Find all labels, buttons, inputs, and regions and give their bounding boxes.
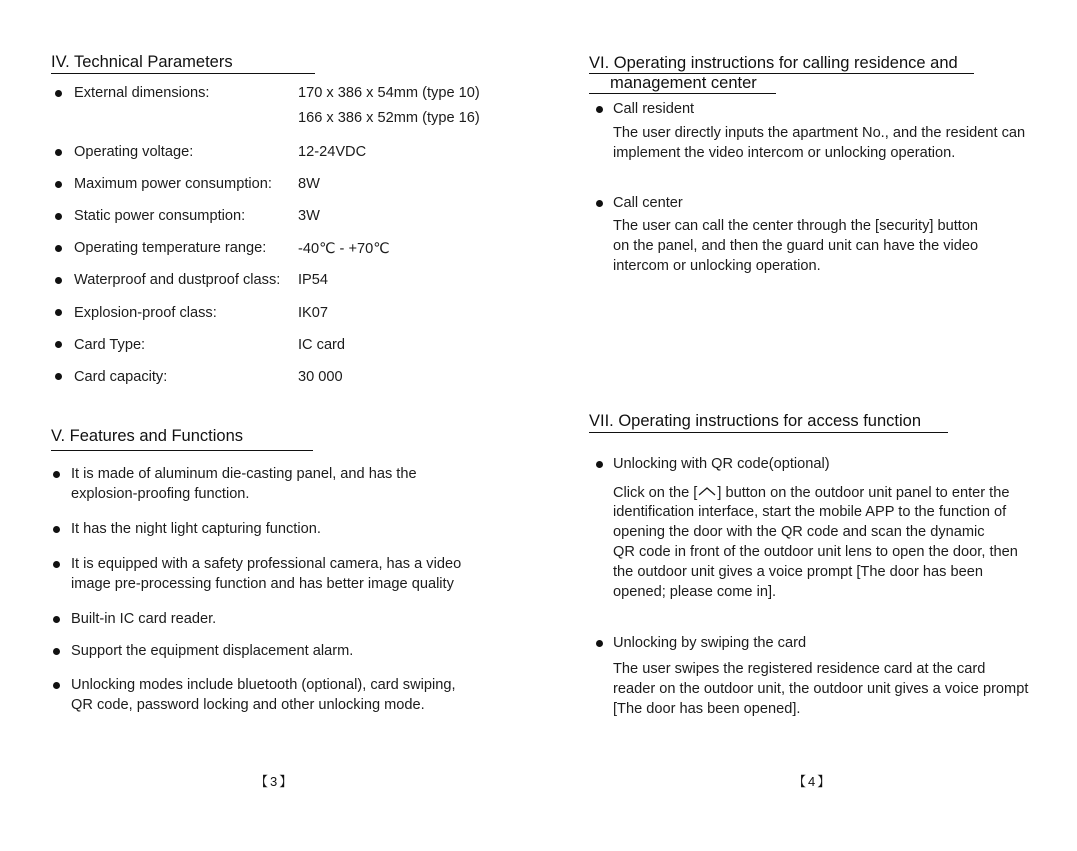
param-value: IC card bbox=[298, 337, 346, 353]
section-title-underline bbox=[51, 73, 315, 74]
param-label: Waterproof and dustproof class: bbox=[74, 272, 281, 288]
param-value: -40℃ - +70℃ bbox=[298, 241, 390, 257]
qr-line-suffix: ] button on the outdoor unit panel to enter the bbox=[717, 484, 1010, 501]
param-label: External dimensions: bbox=[74, 85, 210, 101]
section-title-underline bbox=[589, 432, 948, 433]
section-title-calling-instructions: VI. Operating instructions for calling residence and bbox=[589, 54, 958, 72]
bullet-icon bbox=[55, 149, 62, 156]
bullet-icon bbox=[53, 526, 60, 533]
page-number: 【4】 bbox=[793, 774, 833, 789]
feature-text-line: explosion-proofing function. bbox=[71, 486, 250, 502]
section-title-calling-instructions-cont: management center bbox=[610, 74, 757, 92]
bullet-icon bbox=[53, 616, 60, 623]
section-title-underline bbox=[51, 450, 313, 451]
item-heading: Unlocking by swiping the card bbox=[613, 635, 807, 651]
feature-text-line: It has the night light capturing function. bbox=[71, 521, 321, 537]
item-text-line: the outdoor unit gives a voice prompt [The door has been bbox=[613, 564, 983, 580]
param-label: Operating voltage: bbox=[74, 144, 194, 160]
param-value: 12-24VDC bbox=[298, 144, 367, 160]
bullet-icon bbox=[596, 461, 603, 468]
param-label: Card Type: bbox=[74, 337, 146, 353]
section-title-features: V. Features and Functions bbox=[51, 427, 244, 445]
param-value: IP54 bbox=[298, 272, 329, 288]
feature-text-line: Unlocking modes include bluetooth (optional), card swiping, bbox=[71, 677, 456, 693]
item-text-line: The user swipes the registered residence card at the card bbox=[613, 661, 986, 677]
item-text-line: on the panel, and then the guard unit can have the video bbox=[613, 238, 979, 254]
param-value: 170 x 386 x 54mm (type 10) bbox=[298, 85, 480, 101]
param-value: 30 000 bbox=[298, 369, 343, 385]
feature-text-line: Support the equipment displacement alarm. bbox=[71, 643, 354, 659]
section-title-access-function: VII. Operating instructions for access function bbox=[589, 412, 921, 430]
bullet-icon bbox=[55, 341, 62, 348]
bullet-icon bbox=[53, 561, 60, 568]
bullet-icon bbox=[55, 277, 62, 284]
feature-text-line: QR code, password locking and other unlocking mode. bbox=[71, 697, 425, 713]
bullet-icon bbox=[55, 309, 62, 316]
param-value: 8W bbox=[298, 176, 320, 192]
param-label: Card capacity: bbox=[74, 369, 168, 385]
bullet-icon bbox=[55, 213, 62, 220]
param-label: Operating temperature range: bbox=[74, 240, 267, 256]
bullet-icon bbox=[596, 200, 603, 207]
feature-text-line: It is equipped with a safety professional camera, has a video bbox=[71, 556, 462, 572]
bullet-icon bbox=[55, 181, 62, 188]
param-label: Static power consumption: bbox=[74, 208, 246, 224]
item-heading: Call center bbox=[613, 195, 683, 211]
item-text-line: implement the video intercom or unlocking operation. bbox=[613, 145, 956, 161]
item-text-line: The user directly inputs the apartment No., and the resident can bbox=[613, 125, 1026, 141]
item-heading: Call resident bbox=[613, 101, 695, 117]
item-text-line: opened; please come in]. bbox=[613, 584, 777, 600]
param-value: 3W bbox=[298, 208, 320, 224]
bullet-icon bbox=[53, 682, 60, 689]
page-number: 【3】 bbox=[255, 774, 295, 789]
item-text-line: QR code in front of the outdoor unit lens to open the door, then bbox=[613, 544, 1018, 560]
bullet-icon bbox=[596, 106, 603, 113]
param-value: IK07 bbox=[298, 305, 329, 321]
bullet-icon bbox=[55, 245, 62, 252]
item-heading: Unlocking with QR code(optional) bbox=[613, 456, 830, 472]
qr-key-icon bbox=[697, 484, 717, 502]
section-title-underline bbox=[589, 93, 776, 94]
item-text-line: intercom or unlocking operation. bbox=[613, 258, 821, 274]
bullet-icon bbox=[53, 648, 60, 655]
section-title-technical-parameters: IV. Technical Parameters bbox=[51, 53, 233, 71]
item-text-line: The user can call the center through the [security] button bbox=[613, 218, 979, 234]
param-label: Maximum power consumption: bbox=[74, 176, 272, 192]
item-text-line: reader on the outdoor unit, the outdoor unit gives a voice prompt bbox=[613, 681, 1029, 697]
item-text-line bbox=[613, 484, 1009, 502]
bullet-icon bbox=[55, 373, 62, 380]
feature-text-line: It is made of aluminum die-casting panel, and has the bbox=[71, 466, 417, 482]
feature-text-line: Built-in IC card reader. bbox=[71, 611, 217, 627]
param-value-secondary: 166 x 386 x 52mm (type 16) bbox=[298, 110, 480, 126]
item-text-line: opening the door with the QR code and scan the dynamic bbox=[613, 524, 985, 540]
item-text-line: identification interface, start the mobile APP to the function of bbox=[613, 504, 1007, 520]
param-label: Explosion-proof class: bbox=[74, 305, 217, 321]
bullet-icon bbox=[596, 640, 603, 647]
bullet-icon bbox=[53, 471, 60, 478]
item-text-line: [The door has been opened]. bbox=[613, 701, 801, 717]
bullet-icon bbox=[55, 90, 62, 97]
feature-text-line: image pre-processing function and has better image quality bbox=[71, 576, 454, 592]
qr-line-prefix: Click on the [ bbox=[613, 484, 698, 501]
